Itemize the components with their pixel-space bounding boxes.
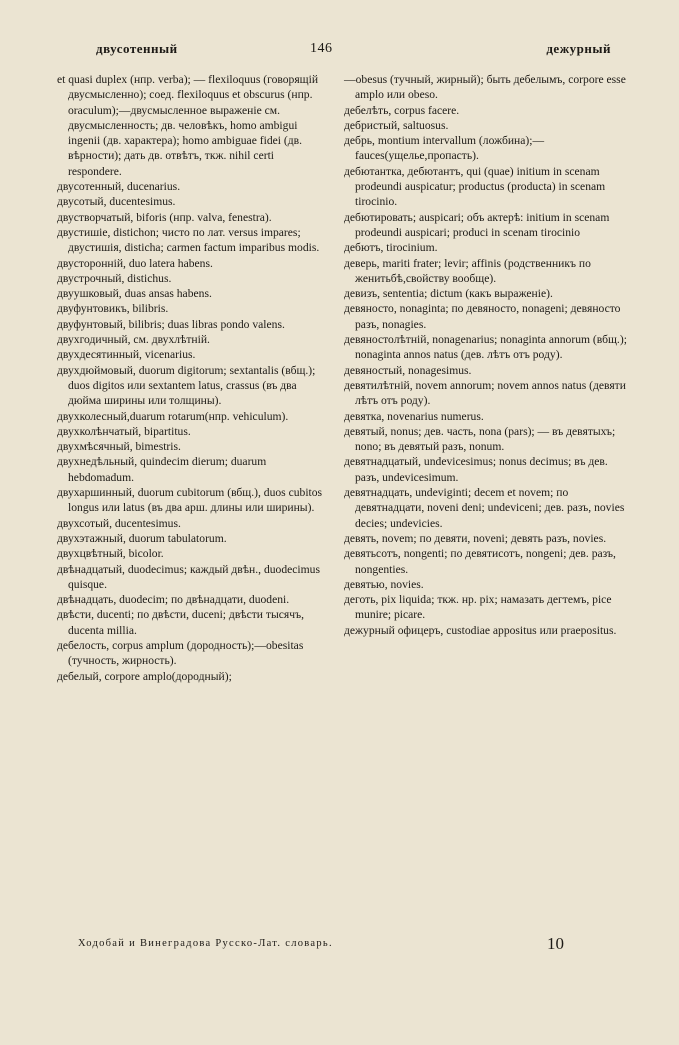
dictionary-entry: двуфунтовикъ, bilibris. xyxy=(57,302,169,316)
dictionary-entry: девяностолѣтній, nonagenarius; nonaginta annorum (вбщ.); nonaginta annos natus (дев. лѣтъ отъ роду). xyxy=(344,333,627,362)
dictionary-entry: двухнедѣльный, quindecim dierum; duarum hebdomadum. xyxy=(57,455,267,484)
dictionary-entry: дебелость, corpus amplum (дородность);—obesitas (тучность, жирность). xyxy=(57,638,304,668)
dictionary-entry: двуфунтовый, bilibris; duas libras pondo valens. xyxy=(57,317,285,331)
dictionary-entry: двустворчатый, biforis (нпр. valva, fenestra). xyxy=(57,210,272,224)
dictionary-entry: девять, novem; по девяти, noveni; девять разъ, novies. xyxy=(344,531,607,545)
dictionary-entry: деготь, pix liquida; ткж. нр. pix; намазать дегтемъ, pice munire; picare. xyxy=(344,593,612,622)
dictionary-entry: девятилѣтній, novem annorum; novem annos natus (девяти лѣтъ отъ роду). xyxy=(344,378,626,408)
dictionary-entry: дебелѣть, corpus facere. xyxy=(344,103,460,117)
dictionary-entry: двусторонній, duo latera habens. xyxy=(57,256,213,270)
header-left-word: двусотенный xyxy=(96,41,178,56)
dictionary-entry: двуушковый, duas ansas habens. xyxy=(57,287,212,301)
header-right-word: дежурный xyxy=(546,41,611,56)
dictionary-entry: девятнадцатый, undevicesimus; nonus decimus; въ дев. разъ, undevicesimum. xyxy=(344,455,608,484)
dictionary-entry: деверь, mariti frater; levir; affinis (родственникъ по женитьбѣ,свойству вообще). xyxy=(344,256,591,285)
dictionary-entry: девизъ, sententia; dictum (какъ выраженіе). xyxy=(344,287,553,301)
dictionary-entry: двухколесный,duarum rotarum(нпр. vehiculum). xyxy=(57,409,289,423)
dictionary-entry: двустишіе, distichon; чисто по лат. versus impares; двустишія, disticha; carmen factum imparibus modis. xyxy=(57,225,320,255)
dictionary-entry: —obesus (тучный, жирный); быть дебелымъ, corpore esse amplo или obeso. xyxy=(344,73,626,102)
dictionary-entry: двѣнадцатый, duodecimus; каждый двѣн., duodecimus quisque. xyxy=(57,562,320,591)
dictionary-entry: девяносто, nonaginta; по девяносто, nonageni; девяносто разъ, nonagies. xyxy=(344,302,621,331)
dictionary-entry: девятка, novenarius numerus. xyxy=(344,409,484,423)
dictionary-entry: двѣнадцать, duodecim; по двѣнадцати, duodeni. xyxy=(57,593,290,607)
dictionary-entry: девяностый, nonagesimus. xyxy=(344,363,472,377)
page-footer xyxy=(78,934,619,956)
dictionary-entry: двусотенный, ducenarius. xyxy=(57,180,181,194)
dictionary-entry: дебристый, saltuosus. xyxy=(344,118,449,132)
dictionary-entry: двухаршинный, duorum cubitorum (вбщ.), duos cubitos longus или latus (въ два арш. длины или ширины). xyxy=(57,486,323,515)
dictionary-entry: дебелый, corpore amplo(дородный); xyxy=(57,669,232,683)
dictionary-entry: двѣсти, ducenti; по двѣсти, duceni; двѣсти тысячъ, ducenta millia. xyxy=(57,608,304,637)
dictionary-entry: двустрочный, distichus. xyxy=(57,271,172,285)
left-column xyxy=(57,72,327,684)
dictionary-entry: дебрь, montium intervallum (ложбина);—fauces(ущелье,пропасть). xyxy=(344,134,545,163)
dictionary-entry: дежурный офицеръ, custodiae appositus или praepositus. xyxy=(344,623,617,637)
dictionary-entry: двухсотый, ducentesimus. xyxy=(57,516,181,530)
dictionary-entry: двухколѣнчатый, bipartitus. xyxy=(57,424,191,438)
dictionary-entry: девятьсотъ, nongenti; по девятисотъ, nongeni; дев. разъ, nongenties. xyxy=(344,547,616,576)
dictionary-entry: двухэтажный, duorum tabulatorum. xyxy=(57,531,227,545)
dictionary-entry: дебютантка, дебютантъ, qui (quae) initium in scenam prodeundi auspicatur; productus (producta) in scenam tirocinio. xyxy=(344,164,606,209)
dictionary-entry: двухмѣсячный, bimestris. xyxy=(57,440,181,454)
dictionary-entry: двухцвѣтный, bicolor. xyxy=(57,547,164,561)
dictionary-entry: девятый, nonus; дев. часть, nona (pars); — въ девятыхъ; nono; въ девятый разъ, nonum. xyxy=(344,424,616,454)
dictionary-entry: дебютъ, tirocinium. xyxy=(344,241,438,255)
footer-note: Ходобай и Винеградова Русско-Лат. словарь. xyxy=(78,938,333,949)
dictionary-entry: двухдесятинный, vicenarius. xyxy=(57,348,196,362)
signature-mark: 10 xyxy=(547,934,564,953)
dictionary-entry: двусотый, ducentesimus. xyxy=(57,195,176,209)
running-header xyxy=(60,41,619,61)
dictionary-entry: двухдюймовый, duorum digitorum; sextantalis (вбщ.); duos digitos или sextantem latus, crassus (въ два дюйма ширины или толщины). xyxy=(57,363,316,408)
dictionary-entry: дебютировать; auspicari; объ актерѣ: initium in scenam prodeundi auspicari; produci in scenam tirocinio xyxy=(344,210,610,239)
page-number: 146 xyxy=(310,41,333,56)
right-column xyxy=(344,72,628,638)
dictionary-entry: девятью, novies. xyxy=(344,577,424,591)
dictionary-entry: девятнадцать, undeviginti; decem et novem; по девятнадцати, noveni deni; undeviceni; дев. разъ, novies decies; undevicies. xyxy=(344,486,625,530)
dictionary-entry: et quasi duplex (нпр. verba); — flexiloquus (говорящій двусмысленно); соед. flexiloquus et obscurus (нпр. oraculum);—двусмысленное выраженіе см. двусмысленность; дв. человѣкъ, homo ambigui ingenii (дв. характера); homo ambiguae fidei (дв. вѣрности); дать дв. отвѣтъ, ткж. nihil certi respondere. xyxy=(57,73,319,178)
dictionary-entry: двухгодичный, см. двухлѣтній. xyxy=(57,333,210,347)
